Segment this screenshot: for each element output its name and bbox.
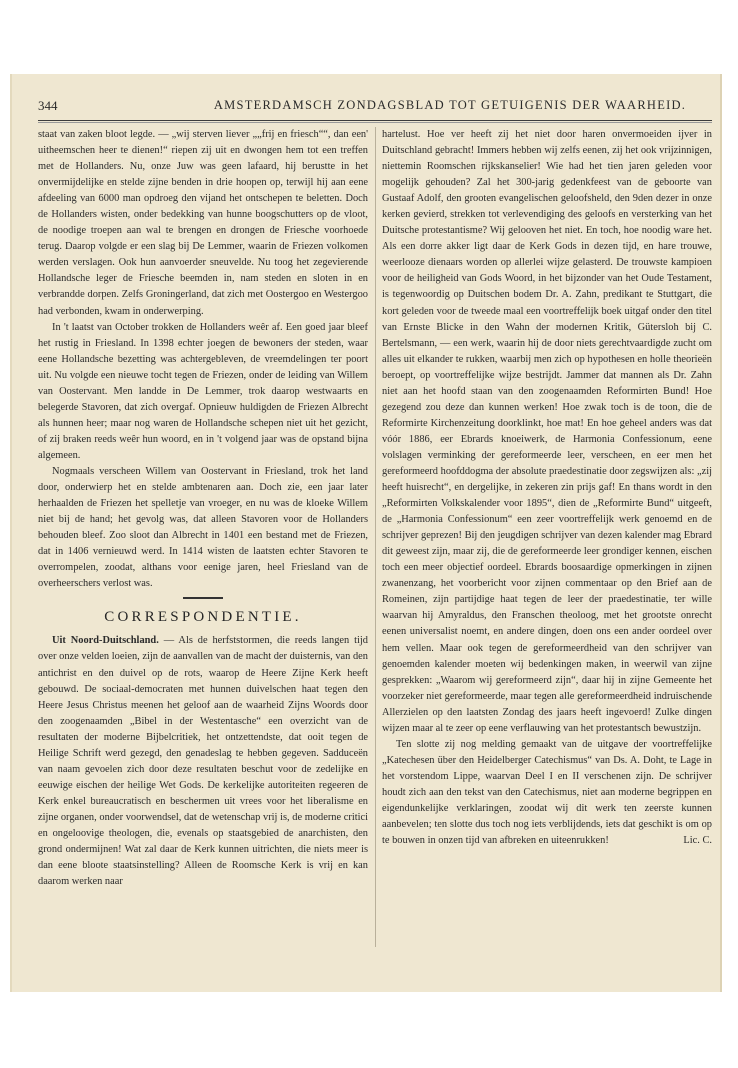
page-number: 344	[38, 98, 58, 113]
article-paragraph: staat van zaken bloot legde. — „wij sterven liever „„frij en friesch““, dan een' uitheemschen heer te dienen!“ riepen zij uit en dwongen hem tot een treffen met de Hollanders. Nu, onze Juw was geen lafaard, hij berustte in het onvermijdelijke en stelde zijne benden in drie hoopen op, terwijl hij aan eene afdeeling van 6000 man opdroeg den vijand het ontschepen te beletten. Doch de Hollanders wisten, onder bedekking van hunne boogschutters op de vloot, de noodige troepen aan wal te brengen en drongen de Friesche voorhoede terug. Daarop volgde er een slag bij De Lemmer, waarin de Friezen volkomen werden verslagen. Ook hun aanvoerder sneuvelde. Nu toog het zegevierende Hollandsche leger de Friesche beemden in, nam steden en sloten in en verbrandde dorpen. Zelfs Groningerland, dat zich met Oostergoo en Westergoo had verbonden, kwam in onderwerping.	[38, 129, 368, 317]
running-title: AMSTERDAMSCH ZONDAGSBLAD TOT GETUIGENIS DER WAARHEID.	[213, 98, 687, 112]
right-column	[382, 127, 712, 947]
article-paragraph: hartelust. Hoe ver heeft zij het niet door haren onvermoeiden ijver in Duitschland gebracht! Immers hebben wij zelfs eenen, zij het ook vrijzinnigen, niettemin Roomschen rijkskanselier! Wie had het tien jaren geleden voor mogelijk gehouden? Zal het 300-jarig gedenkfeest van de geboorte van Gustaaf Adolf, den grooten evangelischen geloofsheld, den 9den dezer in onze kerken gevierd, strekken tot verlevendiging des geloofs en versterking van het Duitsche protestantisme? Wij gelooven het niet. En toch, hoe noodig ware het. Als een dorre akker ligt daar de Kerk Gods in dezen tijd, en hare trouwe, weerlooze dienaars worden op allerlei wijze gelasterd. De trouwste kampioen voor de heiligheid van Gods Woord, in het bijzonder van het Oude Testament, is tegenwoordig op Duitschen bodem Dr. A. Zahn, predikant te Stuttgart, die kort geleden voor de tweede maal een voortreffelijk boek uitgaf onder den titel van Ernste Blicke in den Wahn der modernen Kritik, Gütersloh bij C. Bertelsmann, — een werk, waarin hij de door niets gerechtvaardigde zucht om alles uit elkander te rukken, waarbij men zich op hypothesen en holle theorieën beroept, op voortreffelijke wijze bestrijdt. Jammer dat mannen als Dr. Zahn niet aan het hoofd staan van den zoogenaamden Reformirten Bund! Hoe gezegend zou deze dan kunnen werken! Hoe zwak toch is de toon, die de Reformirte Kirchenzeitung doorklinkt, hoe mat! En hoe geheel anders was dat vóór 1886, eer Ebrards knoeiwerk, de Harmonia Confessionum, eene volslagen verminking der gereformeerde leer, verscheen, en eer men het gereformeerd hoofddogma der absolute praedestinatie door zegswijzen als: „zij heeft huisrecht“, en dergelijke, in zekeren zin prijs gaf! En thans wordt in den „Reformirten Volkskalender voor 1895“, dien de „Reformirte Bund“ uitgeeft, de „Harmonia Confessionum“ een zeer voortreffelijk werk genoemd en de schrijver geprezen! Bij den jeugdigen schrijver van dezen kalender mag Ebrard dit geweest zijn, maar zij, die de gereformeerde leer grondiger kennen, eischen toch een meer objectief oordeel. Ebrards boosaardige opmerkingen in zijnen zwanenzang, het voorbericht voor zijnen commentaar op den Brief aan de Romeinen, zijn partijdige haat tegen de leer der praedestinatie, ter wille waarvan hij Amyraldus, den Franschen theoloog, met het grootste onrecht eenen universalist noemt, en andere dingen, doen ons een ander oordeel over hem vellen. Maar ook tegen de gereformeerdheid van den schrijver van genoemden kalender moeten wij bedenkingen maken, in weerwil van zijne gesprekken: „Waarom wij gereformeerd zijn“, daar hij in zijne Gemeente het voorzeker niet gereformeerde, maar tegen alle gereformeerdheid indruischende Allerzielen op den laatsten Zondag des jaars heeft ingevoerd! Zulke dingen wijzen maar al te zeer op eene verflauwing van het protestantsch bewustzijn.	[382, 129, 712, 734]
article-paragraph	[382, 737, 712, 849]
closing-text: Ten slotte zij nog melding gemaakt van de uitgave der voortreffelijke „Katechesen über den Heidelberger Catechismus“ van Ds. A. Doht, te Lage in het vorstendom Lippe, waarvan Deel I en II verschenen zijn. De schrijver houdt zich aan den tekst van den Catechismus, niet aan moderne begrippen en eigendunkelijke verklaringen, zoodat wij dit werk ten zeerste kunnen aanbevelen; ten slotte dus toch nog iets verblijdends, iets dat geschikt is om op te bouwen in onzen tijd van afbreken en uiteenrukken!	[382, 738, 712, 847]
newspaper-page	[10, 74, 722, 992]
section-title: CORRESPONDENTIE.	[104, 609, 302, 626]
article-paragraph: Nogmaals verscheen Willem van Oostervant in Friesland, trok het land door, onderwierp het en stelde ambtenaren aan. Doch zie, een jaar later herhaalden de Friezen het spelletje van vroeger, en nu was de kloeke Willem niet bij de hand; het gevolg was, dat alleen Stavoren voor de Hollanders behouden bleef. Zoo sloot dan Albrecht in 1401 een bestand met de Friezen, dat in 1406 vernieuwd werd. In 1414 wisten de laatsten echter Stavoren te overrompelen, zoodat, althans voor eenige jaren, heel Friesland van de overheerschers verlost was.	[38, 465, 368, 590]
correspondence-text: — Als de herfststormen, die reeds langen tijd over onze velden loeien, zijn de aanvallen van de macht der duisternis, van den antichrist en den duivel op de rots, waarop de Heere Zijne Kerk heeft gebouwd. De sociaal-democraten met hunnen duivelschen haat tegen den Heere Jesus Christus meenen het geloof aan de waarheid Zijns Woords door den zoogenaamden „Bibel in der Westentasche“ een overzicht van de resultaten der moderne Bijbelcritiek, het ontzettendste, dat ooit tegen de Heilige Schrift werd gezegd, den genadeslag te hebben gegeven. Sadduceën van naam gevoelen zich door deze resultaten beschut voor de zedelijke en eeuwige eischen der heilige Wet Gods. De kerkelijke autoriteiten regeeren de Kerk enkel bureaucratisch en beschermen uit vrees voor het liberalisme en zijne organen, onder voorwendsel, dat de wetenschap vrij is, de moderne critici en ongeloovige theologen, die, evenals op staatsgebied de anarchisten, den grond ondermijnen! Wat zal daar de Kerk kunnen uitrichten, die niets meer is dan eene bloote staatsinstelling? Alleen de Roomsche Kerk is vrij en kan daarom werken naar	[38, 635, 368, 888]
header-rule	[38, 120, 712, 123]
correspondence-paragraph	[38, 633, 368, 890]
column-divider	[375, 127, 376, 947]
section-divider	[183, 597, 223, 599]
correspondence-lead: Uit Noord-Duitschland.	[52, 635, 159, 647]
page-header	[38, 98, 712, 116]
left-column	[38, 127, 368, 947]
article-paragraph: In 't laatst van October trokken de Hollanders weêr af. Een goed jaar bleef het rustig in Friesland. In 1398 echter joegen de bewoners der steden, waar eene Hollandsche bezetting was achtergebleven, de vreemdelingen ter poort uit. Nu volgde een nieuwe tocht tegen de Friezen, onder de leiding van Willem van Oostervant. Men landde in De Lemmer, trok daarop westwaarts en belegerde Stavoren, dat zich overgaf. Opnieuw huldigden de Friezen Albrecht als hunnen heer; maar nog waren de Hollandsche schepen niet uit het gezicht, of zij braken reeds weêr hun woord, en in 't volgend jaar was de opstand bijna algemeen.	[38, 321, 368, 461]
signature: Lic. C.	[683, 835, 712, 847]
